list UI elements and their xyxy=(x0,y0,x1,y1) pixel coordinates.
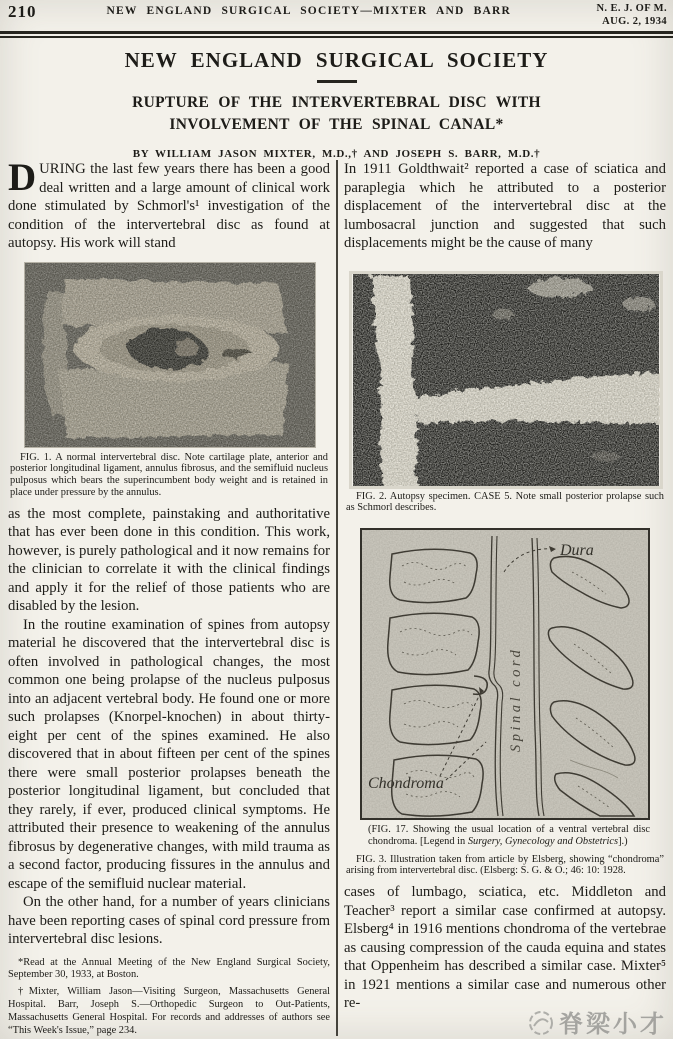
title-divider-dash xyxy=(317,80,357,83)
figure3-label-dura: Dura xyxy=(560,542,594,560)
right-column xyxy=(344,160,666,1039)
journal-reference xyxy=(581,2,667,28)
society-title: NEW ENGLAND SURGICAL SOCIETY xyxy=(124,48,549,72)
running-head-title: NEW ENGLAND SURGICAL SOCIETY—MIXTER AND BARR xyxy=(106,5,511,17)
figure-2-photo xyxy=(351,273,661,487)
header-rule-thin xyxy=(0,36,673,38)
article-title-line1: RUPTURE OF THE INTERVERTEBRAL DISC WITH xyxy=(132,94,541,111)
footnote-asterisk: *Read at the Annual Meeting of the New England Surgical Society, September 30, 1933, at Boston. xyxy=(8,956,330,981)
figure-2-caption xyxy=(346,491,664,515)
watermark xyxy=(525,1004,667,1039)
title-block xyxy=(0,48,673,160)
dropcap-letter: D xyxy=(8,156,37,199)
left-column xyxy=(8,156,330,1039)
figure-3-caption-text: FIG. 3. Illustration taken from article by Elsberg, showing “chondroma” arising from intervertebral disc. (Elsberg: S. G. & O.; 46: 10: 1928. xyxy=(346,853,664,877)
figure-3-inner-caption-post: ].) xyxy=(618,835,628,847)
paragraph-lumbago: cases of lumbago, sciatica, etc. Middleton and Teacher³ report a similar case confirmed at autopsy. Elsberg⁴ in 1916 mentions chondroma of the vertebrae as causing compression of the cauda equina and states that Oppenheim has described a similar case. Mixter⁵ in 1921 mentions a similar case and numerous other re- xyxy=(344,884,666,1012)
figure3-label-chondroma: Chondroma xyxy=(368,775,444,793)
figure-1-photo xyxy=(24,262,316,448)
paragraph-4: On the other hand, for a number of years clinicians have been reporting cases of spinal cord pressure from intervertebral disc lesions. xyxy=(8,894,330,948)
paragraph-goldthwait: In 1911 Goldthwait² reported a case of sciatica and paraplegia which he attributed to a posterior displacement of the intervertebral disc at the lumbosacral junction and suggested that such displacements might be the cause of many xyxy=(344,161,666,251)
article-title xyxy=(0,92,673,137)
figure3-label-spinal-cord: Spinal cord xyxy=(508,646,524,753)
header-rule-thick xyxy=(0,31,673,34)
figure-1 xyxy=(24,262,314,448)
footnote-dagger: †Mixter, William Jason—Visiting Surgeon, Massachusetts General Hospital. Barr, Joseph S.—Orthopedic Surgeon to Out-Patients, Massachusetts General Hospital. For records and addresses of authors see “This Week's Issue,” page 234. xyxy=(8,986,330,1036)
byline: BY WILLIAM JASON MIXTER, M.D.,† AND JOSEPH S. BARR, M.D.† xyxy=(132,147,541,160)
watermark-logo-icon xyxy=(525,1006,557,1038)
figure-2-caption-text: FIG. 2. Autopsy specimen. CASE 5. Note small posterior prolapse such as Schmorl describes. xyxy=(346,490,664,514)
paragraph-3: In the routine examination of spines from autopsy material he discovered that the intervertebral disc is often involved in pathological changes, the most common one being prolapse of the nucleus pulposus into an adjacent vertebral body. He found one or more such prolapses (Knorpel-knochen) in about thirty-eight per cent of the spines examined. He also discovered that in about fifteen per cent of the spines there were small posterior prolapses beneath the posterior longitudinal ligament, but concluded that they rarely, if ever, produced clinical symptoms. He attributed their presence to weakening of the annulus fibrosus by degenerative changes, with mild trauma as a second factor, producing fissures in the annulus and escape of the semifluid nuclear material. xyxy=(8,616,330,892)
figure-1-caption xyxy=(10,452,328,499)
running-header xyxy=(8,2,667,28)
paragraph-intro-text: URING the last few years there has been a good deal written and a large amount of clinical work done stimulated by Schmorl's¹ investigation of the condition of the intervertebral disc as found at autopsy. His work will stand xyxy=(8,161,330,251)
figure-3 xyxy=(360,523,650,820)
two-column-body xyxy=(8,156,666,1039)
journal-abbrev: N. E. J. OF M. xyxy=(596,3,667,14)
figure-3-inner-caption xyxy=(346,824,664,848)
paragraph-2: as the most complete, painstaking and authoritative that has ever been done in this condition. This work, however, is purely pathological and it now remains for the clinician to correlate it with the clinical findings and apply it for the relief of those patients who are disabled by the lesion. xyxy=(8,505,330,615)
paragraph-intro xyxy=(8,156,330,253)
page-number: 210 xyxy=(8,2,37,21)
watermark-text: 脊梁小才 xyxy=(559,1010,667,1038)
article-title-line2: INVOLVEMENT OF THE SPINAL CANAL* xyxy=(169,116,504,134)
figure-1-caption-text: FIG. 1. A normal intervertebral disc. Note cartilage plate, anterior and posterior longitudinal ligament, annulus fibrosus, and the semifluid nucleus pulposus which bears the superincumbent body weight and is retained in place under pressure by the annulus. xyxy=(10,451,328,498)
figure-3-inner-caption-pre: (FIG. 17. Showing the usual location of a ventral vertebral disc chondroma. [Legend in xyxy=(368,824,650,847)
figure-3-inner-caption-journal: Surgery, Gynecology and Obstetrics xyxy=(467,835,619,847)
figure-2 xyxy=(351,262,659,487)
figure-3-illustration xyxy=(360,528,650,820)
footnotes xyxy=(8,957,330,1038)
issue-date: AUG. 2, 1934 xyxy=(602,16,667,28)
figure-3-caption xyxy=(346,854,664,878)
